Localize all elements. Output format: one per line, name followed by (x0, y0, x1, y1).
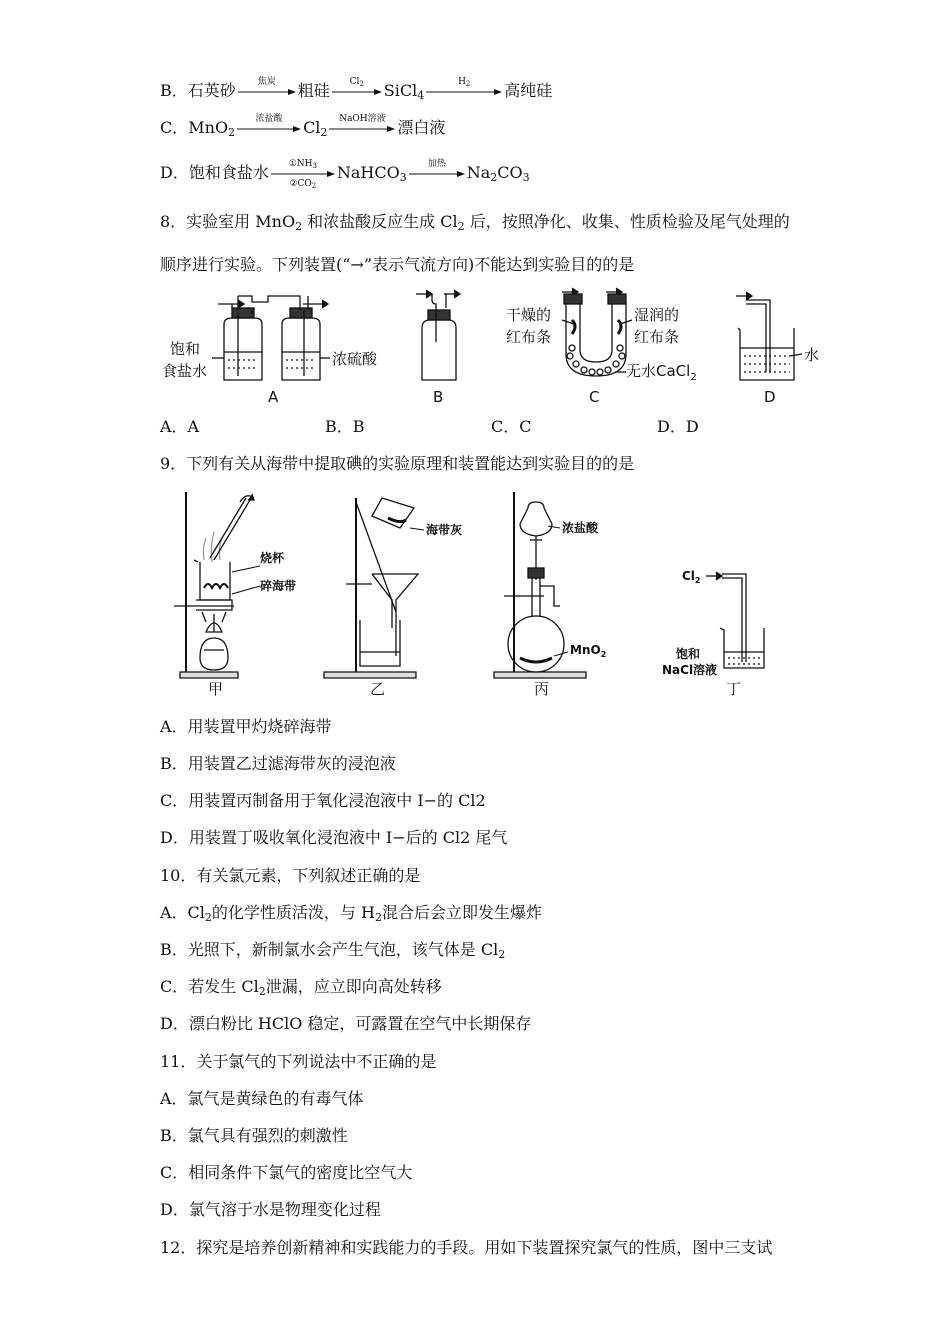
label-c-bottom: 无水CaCl$_2$ (626, 362, 697, 383)
q10-option-b[interactable]: B．光照下，新制氯水会产生气泡，该气体是 $Cl_2$ (160, 940, 506, 961)
svg-text:烧杯: 烧杯 (260, 551, 285, 565)
q8-apparatus-figure (160, 284, 840, 409)
apparatus-c-u-tube (562, 288, 632, 376)
q10-option-a[interactable]: A．$Cl_2$的化学性质活泼，与 $H_2$混合后会立即发生爆炸 (160, 903, 542, 924)
q9-apparatus-figure (160, 488, 800, 700)
q11-option-a[interactable]: A．氯气是黄绿色的有毒气体 (160, 1089, 364, 1108)
apparatus-b-bottle (416, 290, 460, 380)
apparatus-d-beaker (736, 292, 802, 380)
svg-text:碎海带: 碎海带 (260, 579, 297, 593)
q8-option-a[interactable]: A．A (160, 417, 200, 436)
caption-a: A (268, 388, 279, 406)
apparatus-ding (706, 572, 764, 668)
caption-c: C (589, 388, 600, 406)
apparatus-jia (174, 492, 254, 678)
label-a-right: 浓硫酸 (332, 350, 378, 368)
q12-stem: 12．探究是培养创新精神和实践能力的手段。用如下装置探究氯气的性质，图中三支试 (160, 1238, 773, 1257)
svg-text:浓盐酸: 浓盐酸 (562, 521, 599, 535)
q8-option-d[interactable]: D．D (657, 417, 699, 436)
q9-stem: 9．下列有关从海带中提取碘的实验原理和装置能达到实验目的的是 (160, 454, 635, 473)
label-a-left2: 食盐水 (162, 362, 208, 380)
reaction-arrow: $Cl_2$ (332, 88, 382, 96)
q11-option-b[interactable]: B．氯气具有强烈的刺激性 (160, 1126, 348, 1145)
svg-text:MnO2: MnO$_2$ (570, 643, 607, 659)
reaction-arrow: 浓盐酸 (237, 125, 301, 133)
label-c-left: 干燥的 (506, 306, 552, 324)
svg-text:饱和: 饱和 (676, 647, 701, 661)
svg-text:海带灰: 海带灰 (426, 523, 463, 537)
caption-b: B (433, 388, 444, 406)
q11-stem: 11．关于氯气的下列说法中不正确的是 (160, 1052, 437, 1071)
q8-option-b[interactable]: B．B (325, 417, 365, 436)
q7-option-b: B．石英砂 焦炭 粗硅 $Cl_2$ SiCl$_4$ $H_2$ 高纯硅 (160, 76, 553, 102)
apparatus-yi (324, 498, 418, 678)
svg-text:甲: 甲 (208, 680, 224, 698)
label-a-left: 饱和 (170, 340, 201, 358)
apparatus-a-wash-bottles (212, 296, 330, 380)
q9-option-b[interactable]: B．用装置乙过滤海带灰的浸泡液 (160, 754, 396, 773)
label-d-right: 水 (804, 346, 820, 364)
q7-option-c: C．MnO$_2$ 浓盐酸 $Cl_2$ NaOH溶液 漂白液 (160, 113, 446, 139)
q10-option-d[interactable]: D．漂白粉比 HClO 稳定，可露置在空气中长期保存 (160, 1014, 532, 1033)
reaction-arrow: $①NH_3$ $②CO_2$ (271, 170, 335, 178)
reaction-arrow: 加热 (409, 170, 465, 178)
q11-option-d[interactable]: D．氯气溶于水是物理变化过程 (160, 1200, 381, 1219)
q10-stem: 10．有关氯元素，下列叙述正确的是 (160, 866, 421, 885)
svg-text:NaCl溶液: NaCl溶液 (662, 663, 718, 677)
q8-stem-line2: 顺序进行实验。下列装置(“→”表示气流方向)不能达到实验目的的是 (160, 255, 635, 274)
label-c-right: 湿润的 (634, 306, 680, 324)
svg-text:Cl2: $Cl_2$ (682, 569, 701, 585)
q8-option-c[interactable]: C．C (491, 417, 532, 436)
q9-option-d[interactable]: D．用装置丁吸收氧化浸泡液中 I−后的 Cl2 尾气 (160, 828, 508, 847)
q9-option-c[interactable]: C．用装置丙制备用于氧化浸泡液中 I−的 Cl2 (160, 791, 486, 810)
caption-d: D (764, 388, 776, 406)
q7-option-d: D．饱和食盐水 $①NH_3$ $②CO_2$ NaHCO$_3$ 加热 $Na_2CO_3$ (160, 158, 530, 190)
label-c-right2: 红布条 (634, 328, 680, 346)
svg-text:丙: 丙 (534, 680, 550, 698)
q8-stem-line1: 8．实验室用 MnO$_2$ 和浓盐酸反应生成 $Cl_2$ 后，按照净化、收集、性质检验及尾气处理的 (160, 212, 790, 233)
q11-option-c[interactable]: C．相同条件下氯气的密度比空气大 (160, 1163, 413, 1182)
svg-text:乙: 乙 (370, 680, 386, 698)
svg-text:丁: 丁 (726, 680, 742, 698)
reaction-arrow: 焦炭 (238, 88, 296, 96)
q10-option-c[interactable]: C．若发生 $Cl_2$泄漏，应立即向高处转移 (160, 977, 442, 998)
reaction-arrow: $H_2$ (426, 88, 502, 96)
q9-option-a[interactable]: A．用装置甲灼烧碎海带 (160, 717, 332, 736)
reaction-arrow: NaOH溶液 (329, 125, 395, 133)
label-c-left2: 红布条 (506, 328, 552, 346)
